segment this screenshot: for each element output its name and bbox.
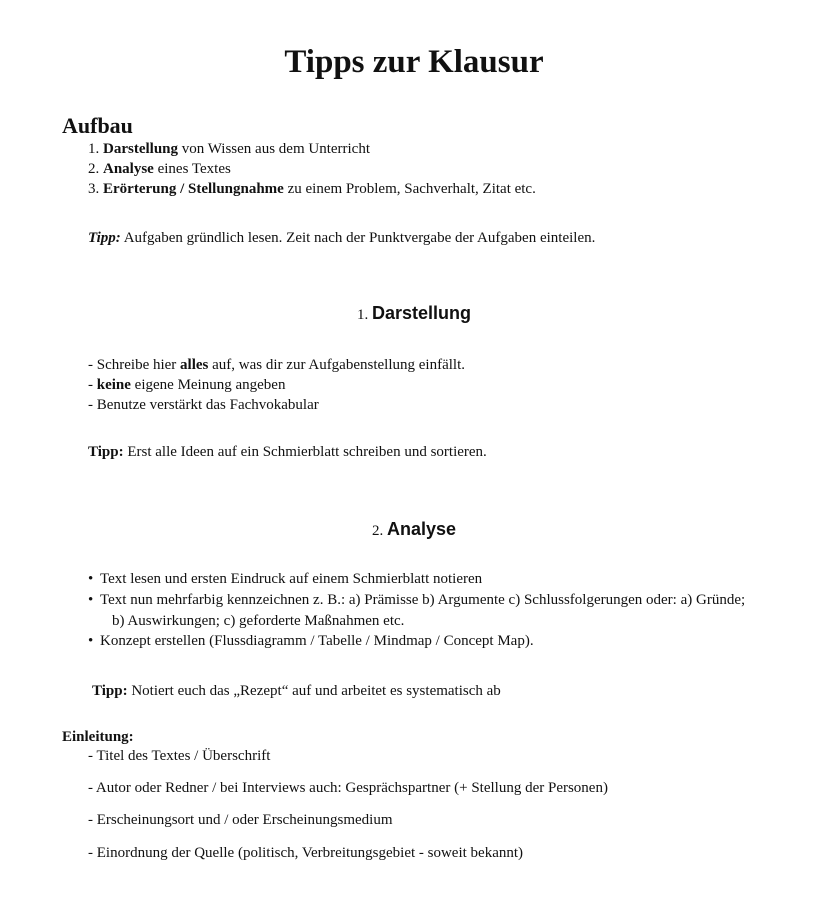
analyse-bullet-3: • Konzept erstellen (Flussdiagramm / Tabelle / Mindmap / Concept Map). <box>88 633 534 649</box>
analyse-bullet-1: • Text lesen und ersten Eindruck auf einem Schmierblatt notieren <box>88 571 483 587</box>
analyse-tip <box>92 681 501 701</box>
aufbau-item-number: 3. <box>88 181 100 197</box>
aufbau-item-text: zu einem Problem, Sachverhalt, Zitat etc. <box>283 181 536 197</box>
tip-text: Erst alle Ideen auf ein Schmierblatt schreiben und sortieren. <box>123 444 487 460</box>
section-number: 2. <box>371 523 384 539</box>
aufbau-item-1 <box>88 139 370 159</box>
tip-label: Tipp: <box>88 230 121 246</box>
page-title: Tipps zur Klausur <box>284 44 544 80</box>
aufbau-item-3 <box>88 179 536 199</box>
section-title: Darstellung <box>371 303 472 323</box>
analyse-heading <box>0 517 828 543</box>
darstellung-item-1: - Schreibe hier alles auf, was dir zur Aufgabenstellung einfällt. <box>88 357 465 373</box>
bullet-icon: • <box>88 571 94 587</box>
tip-text: Notiert euch das „Rezept“ auf und arbeitet es systematisch ab <box>127 683 501 699</box>
aufbau-item-bold: Darstellung <box>103 141 178 157</box>
aufbau-item-2 <box>88 159 231 179</box>
aufbau-item-text: eines Textes <box>153 161 231 177</box>
darstellung-heading <box>0 301 828 327</box>
section-number: 1. <box>356 307 369 323</box>
bullet-icon: • <box>88 592 94 608</box>
analyse-bullet-2: • Text nun mehrfarbig kennzeichnen z. B.: a) Prämisse b) Argumente c) Schlussfolgerungen oder: a) Gründe; <box>88 592 746 608</box>
aufbau-item-number: 1. <box>88 141 100 157</box>
section-title: Analyse <box>386 519 457 539</box>
analyse-bullet-2-continuation: b) Auswirkungen; c) geforderte Maßnahmen etc. <box>112 613 405 629</box>
einleitung-item: - Autor oder Redner / bei Interviews auch: Gesprächspartner (+ Stellung der Personen) <box>88 780 608 796</box>
aufbau-item-bold: Analyse <box>103 161 154 177</box>
tip-text: Aufgaben gründlich lesen. Zeit nach der Punktvergabe der Aufgaben einteilen. <box>120 230 596 246</box>
darstellung-item-3: - Benutze verstärkt das Fachvokabular <box>88 397 319 413</box>
aufbau-item-text: von Wissen aus dem Unterricht <box>178 141 370 157</box>
einleitung-item: - Titel des Textes / Überschrift <box>88 748 271 764</box>
darstellung-tip <box>88 442 487 462</box>
einleitung-item: - Erscheinungsort und / oder Erscheinungsmedium <box>88 812 393 828</box>
bullet-icon: • <box>88 633 94 649</box>
aufbau-item-bold: Erörterung / Stellungnahme <box>103 181 284 197</box>
aufbau-heading: Aufbau <box>62 113 133 138</box>
tip-label: Tipp: <box>92 683 128 699</box>
aufbau-item-number: 2. <box>88 161 100 177</box>
einleitung-heading: Einleitung: <box>62 729 134 745</box>
tip-label: Tipp: <box>88 444 124 460</box>
einleitung-item: - Einordnung der Quelle (politisch, Verbreitungsgebiet - soweit bekannt) <box>88 845 524 861</box>
darstellung-item-2: - keine eigene Meinung angeben <box>88 377 286 393</box>
aufbau-tip <box>88 228 595 248</box>
